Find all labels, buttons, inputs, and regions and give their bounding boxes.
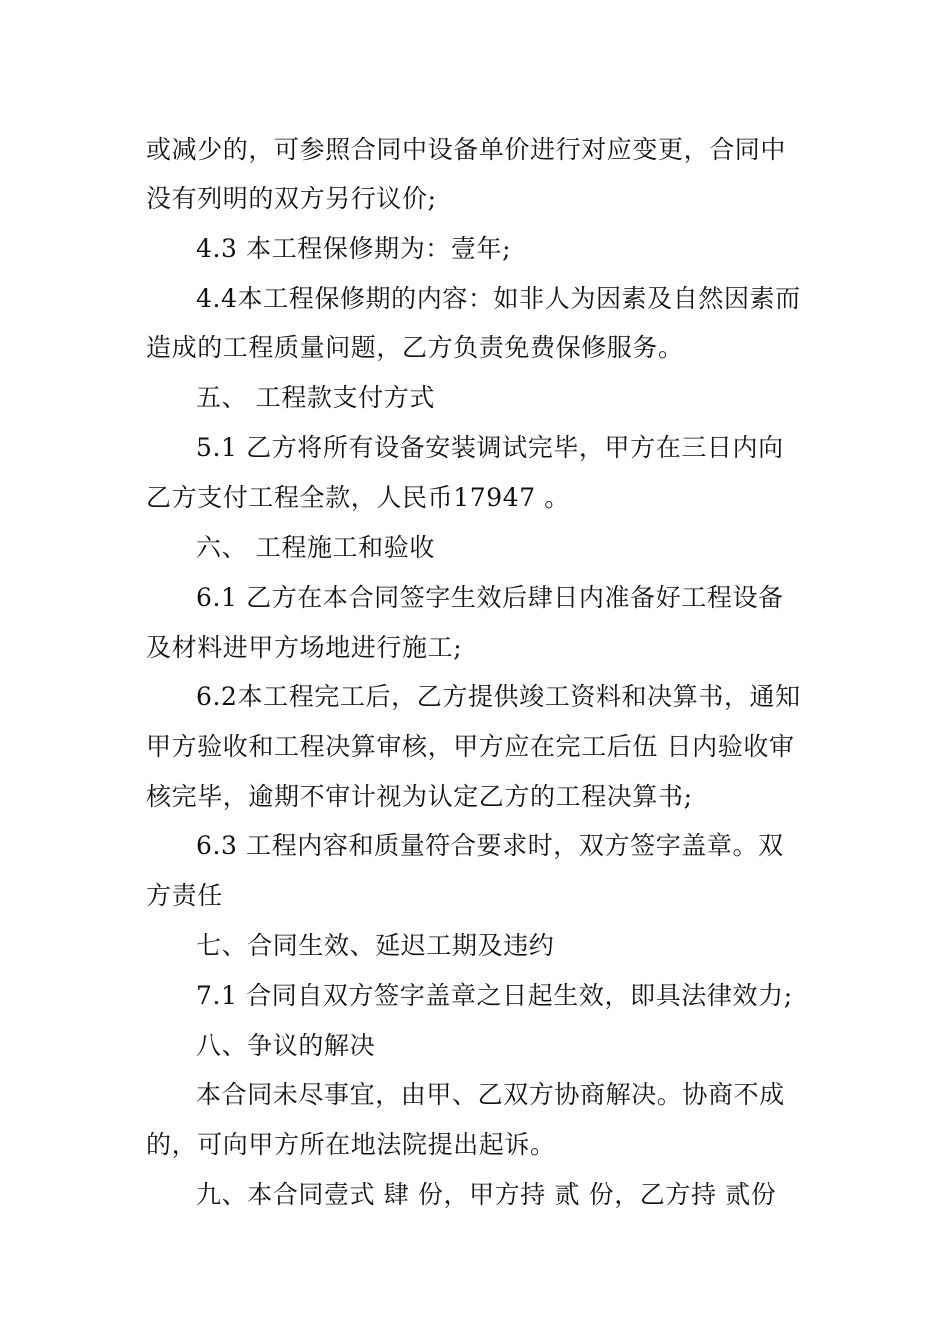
text-line: 7.1 合同自双方签字盖章之日起生效，即具法律效力; <box>196 981 793 1010</box>
text-line: 4.4本工程保修期的内容：如非人为因素及自然因素而 <box>196 284 801 313</box>
text-line: 甲方验收和工程决算审核，甲方应在完工后伍 日内验收审 <box>146 732 795 761</box>
text-line: 乙方支付工程全款，人民币17947 。 <box>146 483 570 512</box>
text-line: 的，可向甲方所在地法院提出起诉。 <box>146 1130 556 1159</box>
text-line: 没有列明的双方另行议价; <box>146 184 437 213</box>
section-heading: 七、合同生效、延迟工期及违约 <box>196 931 555 960</box>
text-line: 方责任 <box>146 881 223 910</box>
text-line: 4.3 本工程保修期为：壹年; <box>196 234 512 263</box>
text-line: 核完毕，逾期不审计视为认定乙方的工程决算书; <box>146 782 693 811</box>
text-line: 6.1 乙方在本合同签字生效后肆日内准备好工程设备 <box>196 583 784 612</box>
text-line: 及材料进甲方场地进行施工; <box>146 633 463 662</box>
text-line: 造成的工程质量问题，乙方负责免费保修服务。 <box>146 333 684 362</box>
text-line: 本合同未尽事宜，由甲、乙双方协商解决。协商不成 <box>196 1080 785 1109</box>
section-heading: 六、 工程施工和验收 <box>196 533 435 562</box>
text-line: 或减少的，可参照合同中设备单价进行对应变更，合同中 <box>146 135 787 164</box>
text-line: 6.3 工程内容和质量符合要求时，双方签字盖章。双 <box>196 831 784 860</box>
text-line: 6.2本工程完工后，乙方提供竣工资料和决算书，通知 <box>196 682 801 711</box>
section-heading: 五、 工程款支付方式 <box>196 383 435 412</box>
section-heading: 八、争议的解决 <box>196 1031 376 1060</box>
text-line: 九、本合同壹式 肆 份，甲方持 贰 份，乙方持 贰份 <box>196 1180 777 1209</box>
text-line: 5.1 乙方将所有设备安装调试完毕，甲方在三日内向 <box>196 433 784 462</box>
